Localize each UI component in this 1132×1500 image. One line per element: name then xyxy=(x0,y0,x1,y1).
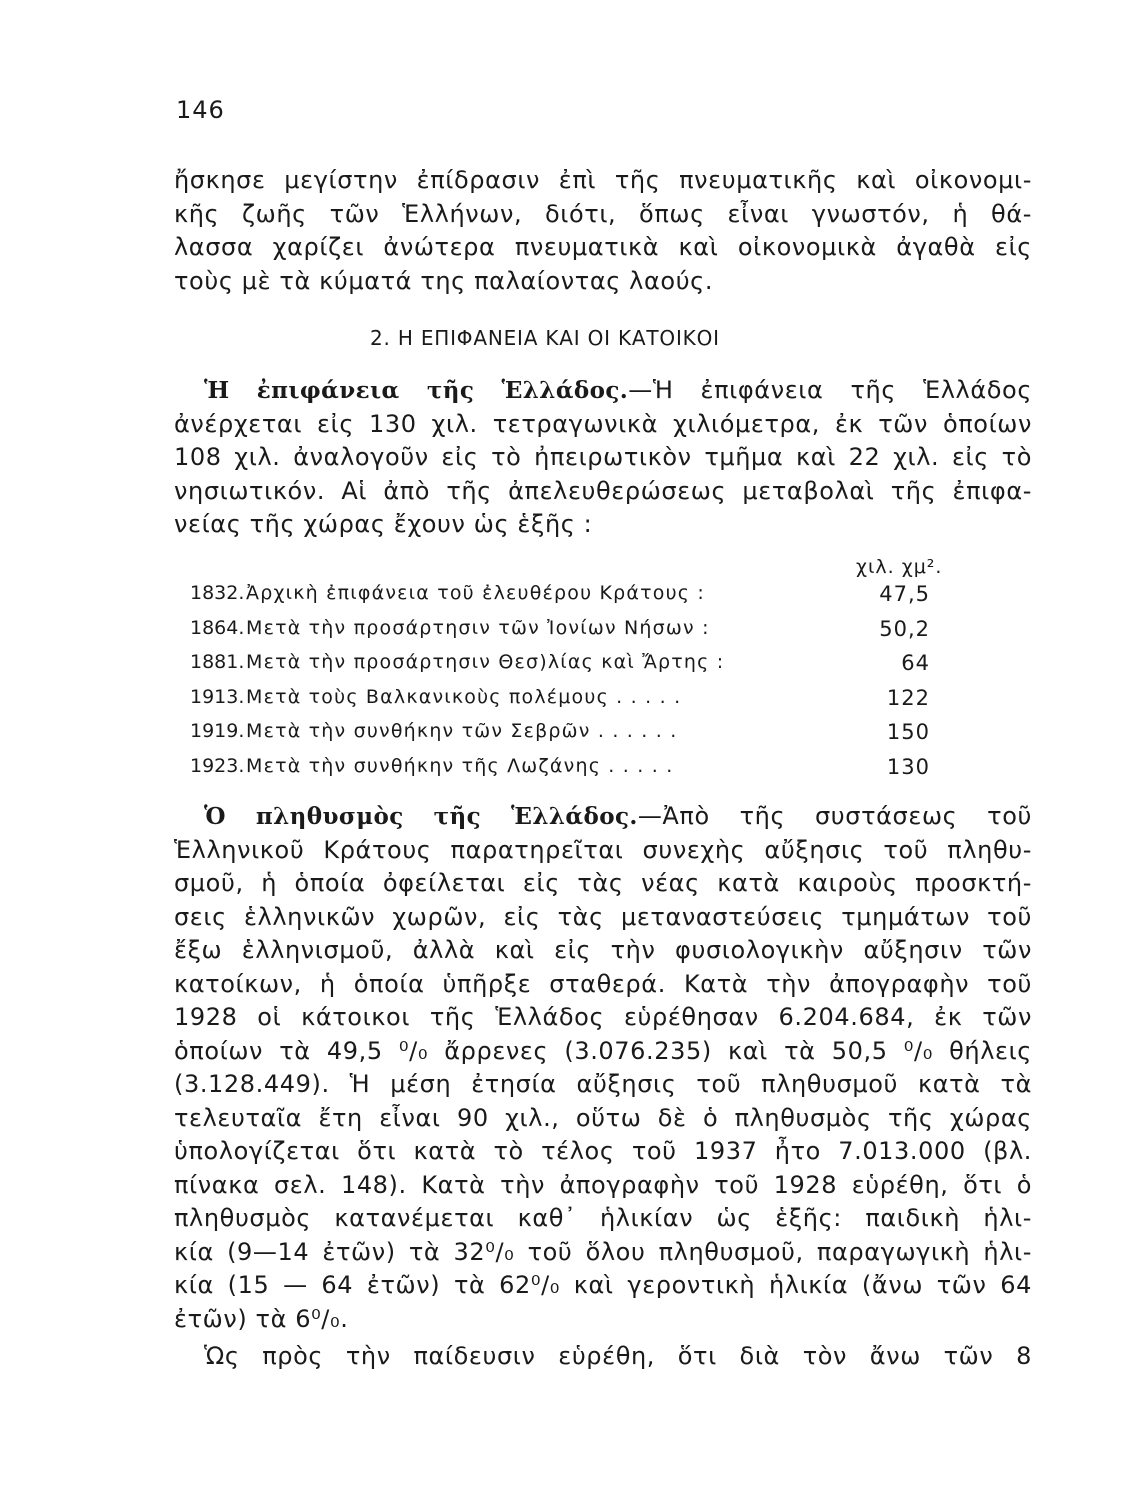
section-heading: 2. Η ΕΠΙΦΑΝΕΙΑ ΚΑΙ ΟΙ ΚΑΤΟΙΚΟΙ xyxy=(370,326,720,350)
text-line: κία (15 — 64 ἐτῶν) τὰ 62⁰/₀ καὶ γεροντικὴ ἡλικία (ἄνω τῶν 64 xyxy=(174,1271,1032,1299)
surface-first-line xyxy=(174,374,1032,408)
intro-paragraph xyxy=(174,164,1032,298)
row-description: Μετὰ τὴν προσάρτησιν Θεσ)λίας καὶ Ἄρτης : xyxy=(246,651,725,673)
population-paragraph xyxy=(174,800,1032,1374)
row-year: 1881. xyxy=(190,651,245,673)
text-line: κατοίκων, ἡ ὁποία ὑπῆρξε σταθερά. Κατὰ τὴν ἀπογραφὴν τοῦ xyxy=(174,969,1032,998)
table-row xyxy=(190,720,950,755)
row-description: Μετὰ τὴν προσάρτησιν τῶν Ἰονίων Νήσων : xyxy=(246,616,710,639)
text-line: τελευταῖα ἔτη εἶναι 90 χιλ., οὕτω δὲ ὁ πληθυσμὸς τῆς χώρας xyxy=(174,1103,1032,1132)
surface-first-line-rest: —Ἡ ἐπιφάνεια τῆς Ἑλλάδος xyxy=(628,376,1033,404)
text-line: πίνακα σελ. 148). Κατὰ τὴν ἀπογραφὴν τοῦ 1928 εὑρέθη, ὅτι ὁ xyxy=(174,1170,1032,1199)
text-line: νησιωτικόν. Αἱ ἀπὸ τῆς ἀπελευθερώσεως μεταβολαὶ τῆς ἐπιφα- xyxy=(174,476,1032,505)
row-value: 122 xyxy=(886,685,930,710)
text-line: κία (9—14 ἐτῶν) τὰ 32⁰/₀ τοῦ ὅλου πληθυσμοῦ, παραγωγικὴ ἡλι- xyxy=(174,1237,1032,1266)
row-description: Μετὰ τοὺς Βαλκανικοὺς πολέμους . . . . . xyxy=(246,685,682,708)
text-line: κῆς ζωῆς τῶν Ἑλλήνων, διότι, ὅπως εἶναι γνωστόν, ἡ θά- xyxy=(174,199,1032,228)
text-line: Ἑλληνικοῦ Κράτους παρατηρεῖται συνεχὴς αὔξησις τοῦ πληθυ- xyxy=(174,835,1032,864)
text-line: νείας τῆς χώρας ἔχουν ὡς ἑξῆς : xyxy=(174,510,593,538)
text-line: σμοῦ, ἡ ὁποία ὀφείλεται εἰς τὰς νέας κατὰ καιροὺς προσκτή- xyxy=(174,869,1032,897)
row-description: Μετὰ τὴν συνθήκην τῶν Σεβρῶν . . . . . . xyxy=(246,720,678,742)
page-number: 146 xyxy=(176,96,225,124)
table-row xyxy=(190,651,950,686)
text-line: Ὡς πρὸς τὴν παίδευσιν εὑρέθη, ὅτι διὰ τὸν ἄνω τῶν 8 xyxy=(204,1342,1032,1370)
row-value: 50,2 xyxy=(879,616,930,641)
row-year: 1923. xyxy=(190,754,245,777)
text-line: σεις ἑλληνικῶν χωρῶν, εἰς τὰς μεταναστεύσεις τμημάτων τοῦ xyxy=(174,902,1032,931)
text-line: τοὺς μὲ τὰ κύματά της παλαίοντας λαούς. xyxy=(174,266,714,295)
row-year: 1832. xyxy=(190,582,245,604)
text-line: πληθυσμὸς κατανέμεται καθ᾿ ἡλικίαν ὡς ἑξῆς: παιδικὴ ἡλι- xyxy=(174,1204,1032,1232)
text-line: 108 χιλ. ἀναλογοῦν εἰς τὸ ἠπειρωτικὸν τμῆμα καὶ 22 χιλ. εἰς τὸ xyxy=(174,443,1032,471)
text-line: ὁποίων τὰ 49,5 ⁰/₀ ἄρρενες (3.076.235) καὶ τὰ 50,5 ⁰/₀ θήλεις xyxy=(174,1036,1032,1065)
table-row xyxy=(190,582,950,617)
text-line: 1928 οἱ κάτοικοι τῆς Ἑλλάδος εὑρέθησαν 6.204.684, ἐκ τῶν xyxy=(174,1003,1032,1031)
population-first-line-rest: —Ἀπὸ τῆς συστάσεως τοῦ xyxy=(637,802,1032,830)
row-value: 47,5 xyxy=(879,582,930,606)
table-row xyxy=(190,755,950,790)
text-line: (3.128.449). Ἡ μέση ἐτησία αὔξησις τοῦ πληθυσμοῦ κατὰ τὰ xyxy=(174,1070,1032,1098)
text-line: ἔξω ἑλληνισμοῦ, ἀλλὰ καὶ εἰς τὴν φυσιολογικὴν αὔξησιν τῶν xyxy=(174,936,1032,964)
row-value: 64 xyxy=(901,651,930,675)
row-year: 1864. xyxy=(190,616,245,639)
text-line: ὑπολογίζεται ὅτι κατὰ τὸ τέλος τοῦ 1937 ἦτο 7.013.000 (βλ. xyxy=(174,1137,1032,1165)
surface-heading: Ἡ ἐπιφάνεια τῆς Ἑλλάδος. xyxy=(204,377,629,404)
population-first-line xyxy=(174,800,1032,834)
population-heading: Ὁ πληθυσμὸς τῆς Ἑλλάδος. xyxy=(204,803,638,830)
text-line: ἐτῶν) τὰ 6⁰/₀. xyxy=(174,1304,349,1333)
text-line: ἤσκησε μεγίστην ἐπίδρασιν ἐπὶ τῆς πνευματικῆς καὶ οἰκονομι- xyxy=(174,166,1032,194)
row-value: 130 xyxy=(886,754,930,779)
units-label: χιλ. χμ². xyxy=(856,556,943,578)
row-year: 1913. xyxy=(190,685,245,708)
text-line: ἀνέρχεται εἰς 130 χιλ. τετραγωνικὰ χιλιόμετρα, ἐκ τῶν ὁποίων xyxy=(174,409,1032,438)
row-description: Ἀρχικὴ ἐπιφάνεια τοῦ ἐλευθέρου Κράτους : xyxy=(246,582,705,604)
table-row xyxy=(190,617,950,652)
text-line: λασσα χαρίζει ἀνώτερα πνευματικὰ καὶ οἰκονομικὰ ἀγαθὰ εἰς xyxy=(174,233,1032,261)
row-value: 150 xyxy=(886,720,930,744)
surface-paragraph xyxy=(174,374,1032,542)
row-year: 1919. xyxy=(190,720,245,742)
row-description: Μετὰ τὴν συνθήκην τῆς Λωζάνης . . . . . xyxy=(246,754,674,777)
table-row xyxy=(190,686,950,721)
surface-table xyxy=(190,582,950,789)
